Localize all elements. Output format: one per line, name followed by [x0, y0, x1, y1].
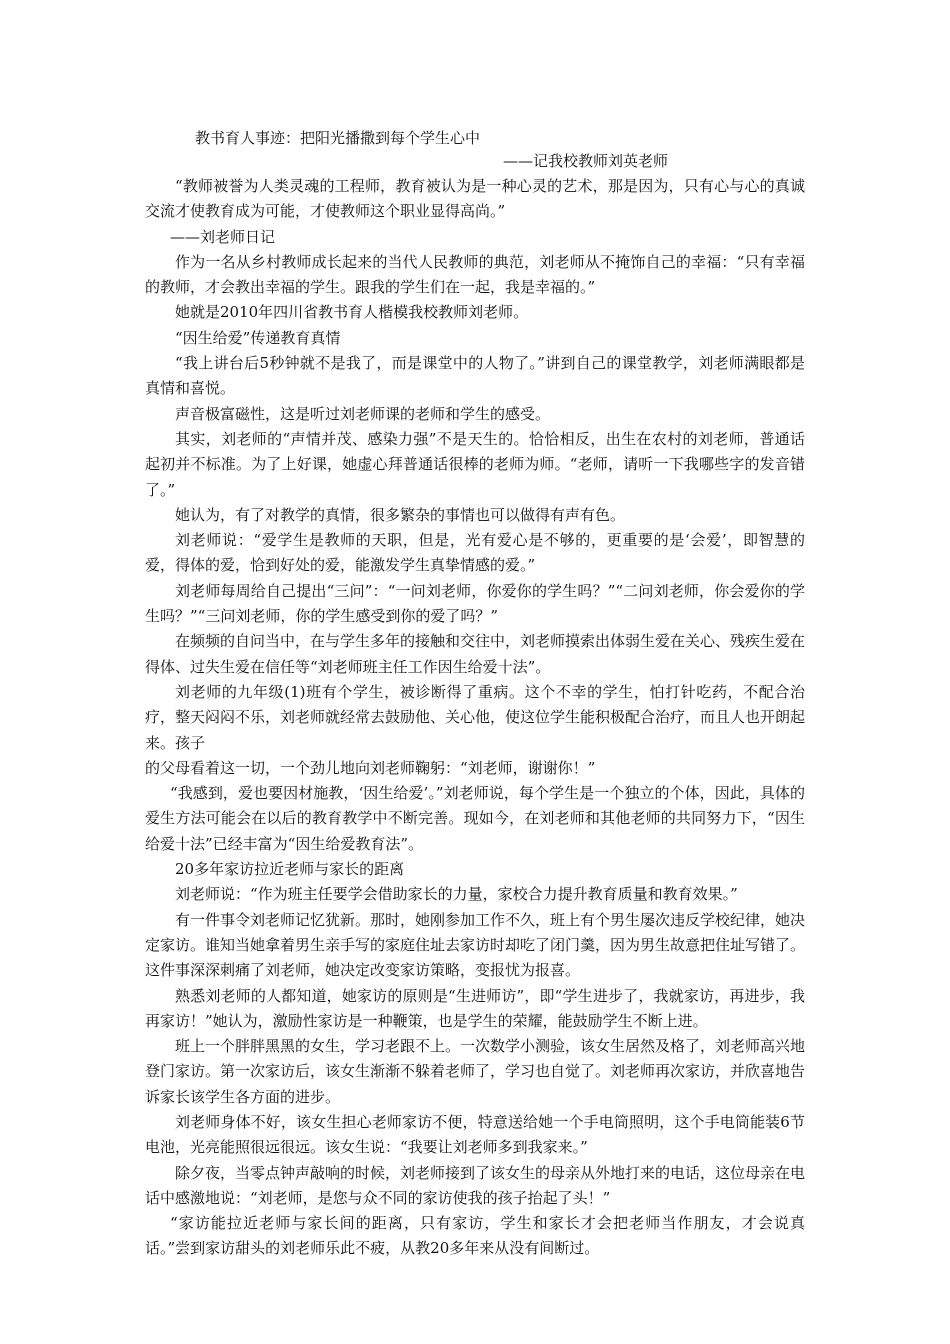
paragraph: “家访能拉近老师与家长间的距离，只有家访，学生和家长才会把老师当作朋友，才会说真话。”尝到家访甜头的刘老师乐此不疲，从教20多年来从没有间断过。 [145, 1214, 805, 1258]
paragraph: 在频频的自问当中，在与学生多年的接触和交往中，刘老师摸索出体弱生爱在关心、残疾生爱在得体、过失生爱在信任等“刘老师班主任工作因生给爱十法”。 [145, 632, 806, 676]
paragraph: 除夕夜，当零点钟声敲响的时候，刘老师接到了该女生的母亲从外地打来的电话，这位母亲在电话中感激地说：“刘老师，是您与众不同的家访使我的孩子抬起了头！” [145, 1163, 806, 1207]
paragraph-quote-source: ——刘老师日记 [170, 227, 276, 246]
paragraph: 刘老师的九年级(1)班有个学生，被诊断得了重病。这个不幸的学生，怕打针吃药，不配合治疗，整天闷闷不乐，刘老师就经常去鼓励他、关心他，使这位学生能积极配合治疗，而且人也开朗起来。孩子 [145, 682, 806, 752]
paragraph: 她认为，有了对教学的真情，很多繁杂的事情也可以做得有声有色。 [175, 505, 626, 524]
document-body [145, 174, 805, 1262]
document-title: 教书育人事迹：把阳光播撒到每个学生心中 [195, 129, 481, 147]
paragraph: 其实，刘老师的“声情并茂、感染力强”不是天生的。恰恰相反，出生在农村的刘老师，普通话起初并不标准。为了上好课，她虚心拜普通话很棒的老师为师。“老师，请听一下我哪些字的发音错了。” [145, 429, 805, 499]
paragraph-quote: “教师被誉为人类灵魂的工程师，教育被认为是一种心灵的艺术，那是因为，只有心与心的真诚交流才使教育成为可能，才使教师这个职业显得高尚。” [145, 177, 805, 221]
paragraph: 刘老师说：“爱学生是教师的天职，但是，光有爱心是不够的，更重要的是‘会爱’，即智慧的爱，得体的爱，恰到好处的爱，能激发学生真挚情感的爱。” [145, 531, 805, 575]
document-subtitle: ——记我校教师刘英老师 [503, 152, 669, 170]
paragraph: 声音极富磁性，这是听过刘老师课的老师和学生的感受。 [175, 404, 551, 423]
paragraph: 刘老师每周给自己提出“三问”：“一问刘老师，你爱你的学生吗？”“二问刘老师，你会爱你的学生吗？”“三问刘老师，你的学生感受到你的爱了吗？” [145, 581, 805, 626]
paragraph: 熟悉刘老师的人都知道，她家访的原则是“生进师访”，即“学生进步了，我就家访，再进步，我再家访！”她认为，激励性家访是一种鞭策，也是学生的荣耀，能鼓励学生不断上进。 [145, 986, 805, 1030]
paragraph: 班上一个胖胖黑黑的女生，学习老跟不上。一次数学小测验，该女生居然及格了，刘老师高兴地登门家访。第一次家访后，该女生渐渐不躲着老师了，学习也自觉了。刘老师再次家访，并欣喜地告诉家长该学生各方面的进步。 [145, 1037, 806, 1106]
paragraph: 刘老师说：“作为班主任要学会借助家长的力量，家校合力提升教育质量和教育效果。” [175, 885, 738, 904]
section-heading: “因生给爱”传递教育真情 [175, 328, 341, 347]
section-heading: 20多年家访拉近老师与家长的距离 [175, 860, 405, 879]
paragraph: 她就是2010年四川省教书育人楷模我校教师刘老师。 [175, 303, 529, 322]
paragraph: “我感到，爱也要因材施教，‘因生给爱’。”刘老师说，每个学生是一个独立的个体，因此，具体的爱生方法可能会在以后的教育教学中不断完善。现如今，在刘老师和其他老师的共同努力下，“因生给爱十法”已经丰富为“因生给爱教育法”。 [145, 784, 805, 853]
paragraph: “我上讲台后5秒钟就不是我了，而是课堂中的人物了。”讲到自己的课堂教学，刘老师满眼都是真情和喜悦。 [145, 354, 805, 398]
paragraph: 作为一名从乡村教师成长起来的当代人民教师的典范，刘老师从不掩饰自己的幸福：“只有幸福的教师，才会教出幸福的学生。跟我的学生们在一起，我是幸福的。” [145, 252, 805, 297]
paragraph-continuation: 的父母看着这一切，一个劲儿地向刘老师鞠躬：“刘老师，谢谢你！” [145, 758, 596, 777]
paragraph: 刘老师身体不好，该女生担心老师家访不便，特意送给她一个手电筒照明，这个手电筒能装6节电池，光亮能照很远很远。该女生说：“我要让刘老师多到我家来。” [145, 1112, 805, 1157]
paragraph: 有一件事令刘老师记忆犹新。那时，她刚参加工作不久，班上有个男生屡次违反学校纪律，她决定家访。谁知当她拿着男生亲手写的家庭住址去家访时却吃了闭门羹，因为男生故意把住址写错了。这件事深深刺痛了刘老师，她决定改变家访策略，变报忧为报喜。 [145, 910, 806, 980]
